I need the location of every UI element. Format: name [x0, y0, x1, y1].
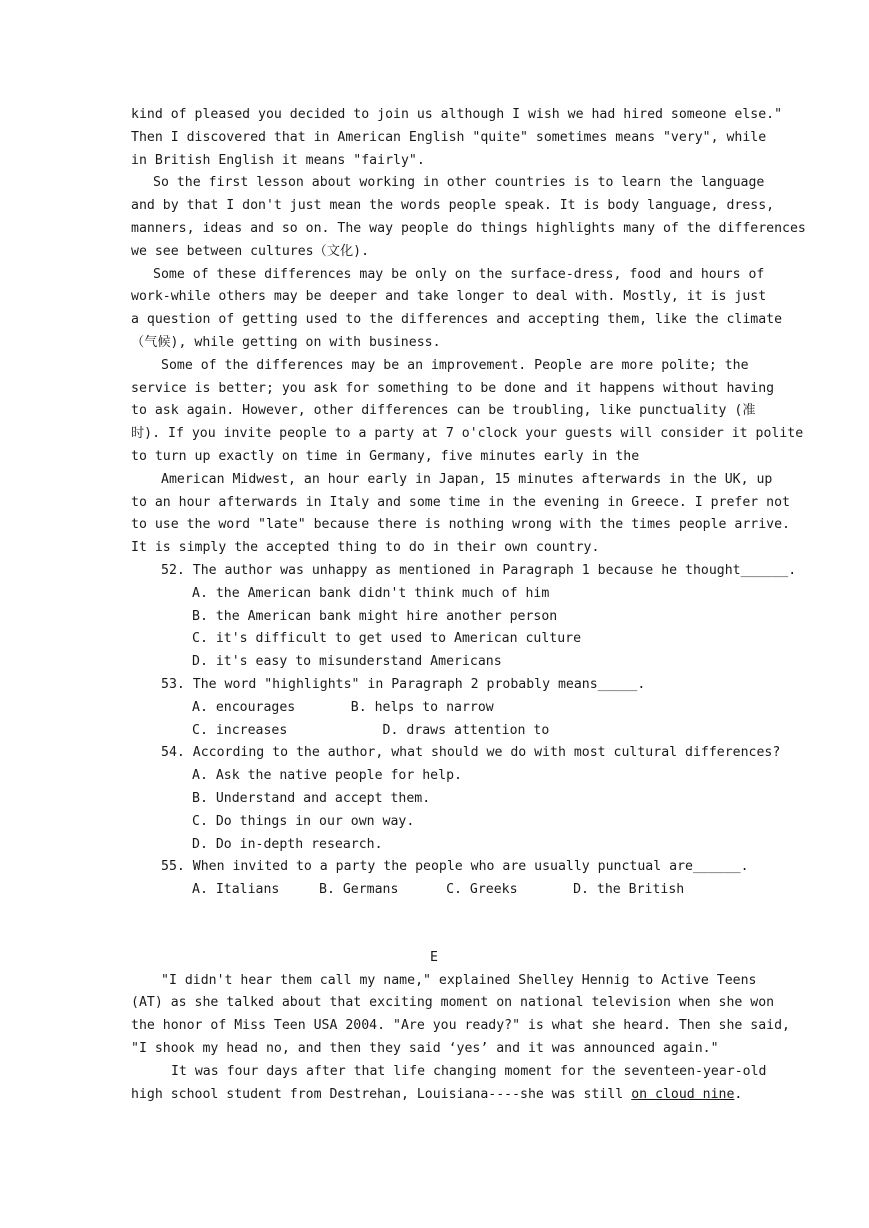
text-line: Then I discovered that in American English "quite" sometimes means "very", while [131, 129, 767, 145]
passage-d-paragraph-3 [131, 264, 783, 355]
question-stem: 55. When invited to a party the people who are usually punctual are______. [161, 859, 749, 875]
section-heading-e: E [430, 949, 438, 965]
question-53 [131, 674, 737, 742]
text-run: . [734, 1086, 743, 1102]
section-spacer [131, 902, 737, 947]
answer-option: A. Ask the native people for help. [192, 768, 462, 784]
text-line: the honor of Miss Teen USA 2004. "Are you ready?" is what she heard. Then she said, [131, 1018, 790, 1034]
text-line: manners, ideas and so on. The way people do things highlights many of the differences [131, 220, 806, 236]
passage-d-paragraph-2 [131, 172, 806, 263]
text-line: and by that I don't just mean the words people speak. It is body language, dress, [131, 198, 775, 214]
text-line: Some of the differences may be an improvement. People are more polite; the [161, 357, 749, 373]
text-line: （气候), while getting on with business. [131, 334, 441, 350]
text-line: So the first lesson about working in other countries is to learn the language [153, 175, 765, 191]
answer-option: D. Do in-depth research. [192, 836, 383, 852]
text-line: in British English it means "fairly". [131, 152, 425, 168]
text-line: to turn up exactly on time in Germany, five minutes early in the [131, 448, 640, 464]
answer-option: A. the American bank didn't think much of him [192, 585, 550, 601]
text-line: we see between cultures（文化). [131, 243, 370, 259]
text-line: a question of getting used to the differences and accepting them, like the climate [131, 312, 783, 328]
text-line: American Midwest, an hour early in Japan, 15 minutes afterwards in the UK, up [161, 471, 773, 487]
question-52 [131, 560, 797, 674]
question-55 [131, 856, 749, 902]
passage-d-paragraph-1 [131, 104, 783, 172]
passage-d-paragraph-4 [131, 355, 804, 469]
text-line: 时). If you invite people to a party at 7 o'clock your guests will consider it polite [131, 426, 804, 442]
question-stem: 53. The word "highlights" in Paragraph 2 probably means_____. [161, 676, 646, 692]
answer-option: C. Do things in our own way. [192, 813, 415, 829]
question-stem: 52. The author was unhappy as mentioned in Paragraph 1 because he thought______. [161, 562, 797, 578]
text-line: to ask again. However, other differences can be troubling, like punctuality (准 [131, 403, 756, 419]
text-line: work-while others may be deeper and take longer to deal with. Mostly, it is just [131, 289, 767, 305]
document-page [131, 104, 806, 1106]
text-line: (AT) as she talked about that exciting moment on national television when she won [131, 995, 775, 1011]
text-line: "I shook my head no, and then they said ‘yes’ and it was announced again." [131, 1041, 719, 1057]
text-line [131, 1084, 743, 1107]
answer-option: A. encourages B. helps to narrow [192, 699, 494, 715]
text-line: kind of pleased you decided to join us although I wish we had hired someone else." [131, 107, 783, 122]
answer-option: C. increases D. draws attention to [192, 722, 550, 738]
text-line: to use the word "late" because there is nothing wrong with the times people arrive. [131, 517, 790, 533]
answer-option: D. it's easy to misunderstand Americans [192, 654, 502, 670]
answer-option: C. it's difficult to get used to American culture [192, 631, 582, 647]
question-54 [131, 742, 781, 856]
text-run: high school student from Destrehan, Louisiana----she was still [131, 1086, 632, 1102]
text-line: Some of these differences may be only on the surface-dress, food and hours of [153, 266, 765, 282]
question-stem: 54. According to the author, what should we do with most cultural differences? [161, 745, 781, 761]
answer-option: B. the American bank might hire another person [192, 608, 558, 624]
text-line: It is simply the accepted thing to do in their own country. [131, 540, 600, 556]
passage-e-paragraph-2 [131, 1061, 767, 1107]
text-line: service is better; you ask for something to be done and it happens without having [131, 380, 775, 396]
underlined-phrase: on cloud nine [631, 1086, 735, 1102]
answer-option: B. Understand and accept them. [192, 790, 431, 806]
text-line: "I didn't hear them call my name," explained Shelley Hennig to Active Teens [161, 972, 757, 988]
passage-d-paragraph-5 [131, 469, 790, 560]
text-line: It was four days after that life changing moment for the seventeen-year-old [171, 1063, 767, 1079]
text-line: to an hour afterwards in Italy and some time in the evening in Greece. I prefer not [131, 494, 790, 510]
answer-option: A. Italians B. Germans C. Greeks D. the British [192, 882, 685, 898]
passage-e-paragraph-1 [131, 970, 790, 1061]
